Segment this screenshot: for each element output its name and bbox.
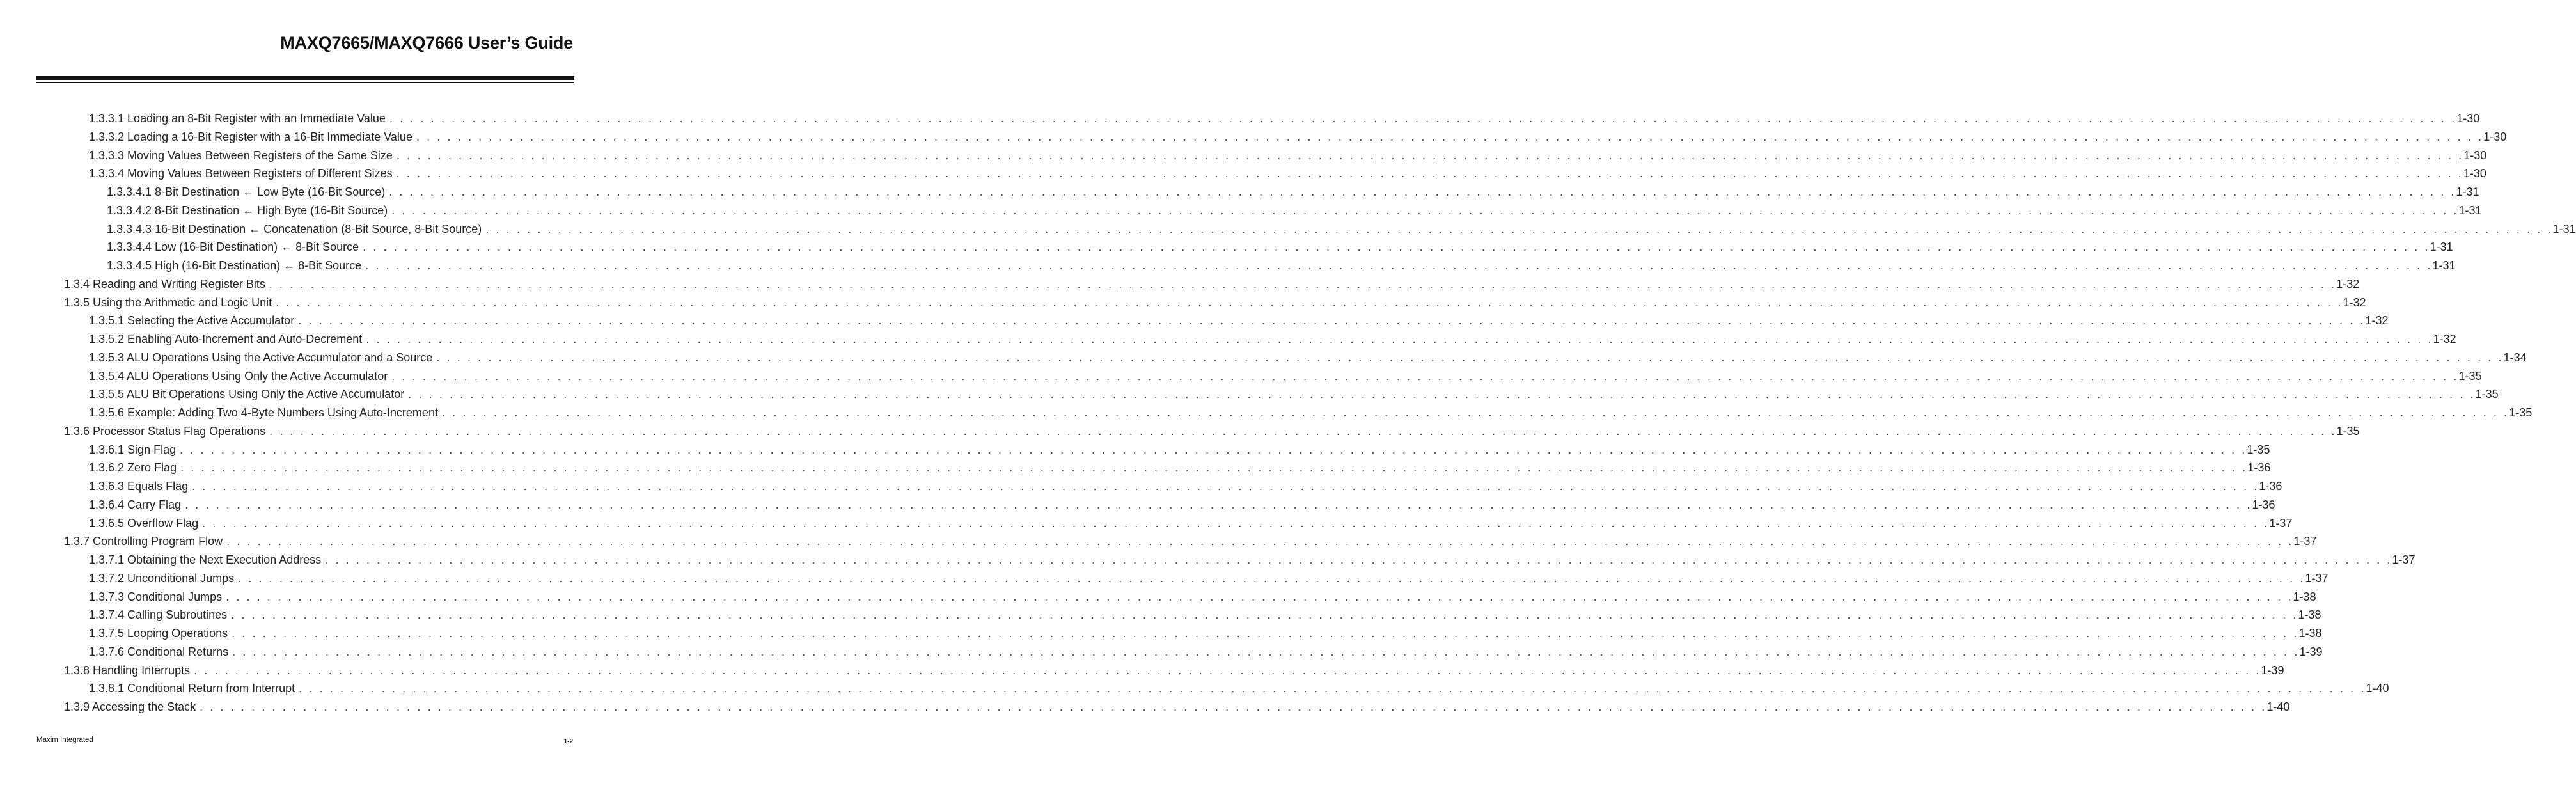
toc-entry[interactable] — [64, 275, 2360, 294]
toc-entry-page: 1-31 — [2430, 241, 2453, 254]
toc-entry[interactable] — [89, 385, 2499, 404]
toc-entry-page: 1-31 — [2432, 259, 2456, 272]
toc-dot-leader: . . . . . . . . . . . . . . . . . . . . . . . . . . . . . . . . . . . . . . . . . . . . . . . . . . . . . . . . . . . . . . . . . . . . . . . . . . . . . . . . . . . . . . . . . . . . . . . . . . . . . . . . . . . . . . . . . . . . . . . . . . . . . . . . . . . . . . . . . . . . . . . . . . . . . . . . . . . . . . . . . . . . . . . . . . . . . . . . . . . . . . . . . . . . . . . . . . . . . . . . — [276, 296, 2343, 309]
toc-dot-leader: . . . . . . . . . . . . . . . . . . . . . . . . . . . . . . . . . . . . . . . . . . . . . . . . . . . . . . . . . . . . . . . . . . . . . . . . . . . . . . . . . . . . . . . . . . . . . . . . . . . . . . . . . . . . . . . . . . . . . . . . . . . . . . . . . . . . . . . . . . . . . . . . . . . . . . . . . . . . . . . . . . . . . . . . . . . . . . . . . . . . . . . . . . . . . . . . . . . . . . . . — [269, 277, 2337, 290]
toc-entry-page: 1-39 — [2299, 645, 2323, 658]
toc-entry-label: 1.3.3.4.5 High (16-Bit Destination) ← 8-Bit Source — [107, 259, 362, 272]
toc-entry[interactable] — [107, 238, 2453, 257]
toc-entry-label: 1.3.3.4.3 16-Bit Destination ← Concatenation (8-Bit Source, 8-Bit Source) — [107, 222, 482, 235]
toc-dot-leader: . . . . . . . . . . . . . . . . . . . . . . . . . . . . . . . . . . . . . . . . . . . . . . . . . . . . . . . . . . . . . . . . . . . . . . . . . . . . . . . . . . . . . . . . . . . . . . . . . . . . . . . . . . . . . . . . . . . . . . . . . . . . . . . . . . . . . . . . . . . . . . . . . . . . . . . . . . . . . . . . . . . . . . . . . . . . . . . . . . . . . . . . . . . . . . . . . . . . . . . . — [436, 351, 2504, 364]
toc-entry-page: 1-31 — [2552, 222, 2576, 235]
toc-entry-page: 1-30 — [2483, 130, 2507, 143]
toc-entry-label: 1.3.5.4 ALU Operations Using Only the Active Accumulator — [89, 369, 388, 383]
toc-dot-leader: . . . . . . . . . . . . . . . . . . . . . . . . . . . . . . . . . . . . . . . . . . . . . . . . . . . . . . . . . . . . . . . . . . . . . . . . . . . . . . . . . . . . . . . . . . . . . . . . . . . . . . . . . . . . . . . . . . . . . . . . . . . . . . . . . . . . . . . . . . . . . . . . . . . . . . . . . . . . . . . . . . . . . . . . . . . . . . . . . . . . . . . . . . . . . . . . . . . . . . . . — [298, 314, 2366, 328]
toc-entry-page: 1-37 — [2305, 571, 2329, 585]
toc-dot-leader: . . . . . . . . . . . . . . . . . . . . . . . . . . . . . . . . . . . . . . . . . . . . . . . . . . . . . . . . . . . . . . . . . . . . . . . . . . . . . . . . . . . . . . . . . . . . . . . . . . . . . . . . . . . . . . . . . . . . . . . . . . . . . . . . . . . . . . . . . . . . . . . . . . . . . . . . . . . . . . . . . . . . . . . . . . . . . . . . . . . . . . . . . . . . . . . . . . . . . . . . — [232, 645, 2300, 658]
toc-entry[interactable] — [89, 496, 2275, 514]
toc-entry[interactable] — [89, 679, 2389, 698]
toc-entry-page: 1-30 — [2463, 148, 2487, 162]
toc-entry[interactable] — [89, 109, 2480, 128]
toc-entry-label: 1.3.6.2 Zero Flag — [89, 461, 177, 475]
toc-entry-page: 1-37 — [2392, 553, 2415, 566]
toc-dot-leader: . . . . . . . . . . . . . . . . . . . . . . . . . . . . . . . . . . . . . . . . . . . . . . . . . . . . . . . . . . . . . . . . . . . . . . . . . . . . . . . . . . . . . . . . . . . . . . . . . . . . . . . . . . . . . . . . . . . . . . . . . . . . . . . . . . . . . . . . . . . . . . . . . . . . . . . . . . . . . . . . . . . . . . . . . . . . . . . . . . . . . . . . . . . . . . . . . . . . . . . . — [389, 186, 2456, 198]
toc-entry-label: 1.3.5.2 Enabling Auto-Increment and Auto-Decrement — [89, 333, 363, 345]
toc-dot-leader: . . . . . . . . . . . . . . . . . . . . . . . . . . . . . . . . . . . . . . . . . . . . . . . . . . . . . . . . . . . . . . . . . . . . . . . . . . . . . . . . . . . . . . . . . . . . . . . . . . . . . . . . . . . . . . . . . . . . . . . . . . . . . . . . . . . . . . . . . . . . . . . . . . . . . . . . . . . . . . . . . . . . . . . . . . . . . . . . . . . . . . . . . . . . . . . . . . . . . . . . — [325, 553, 2392, 566]
toc-dot-leader: . . . . . . . . . . . . . . . . . . . . . . . . . . . . . . . . . . . . . . . . . . . . . . . . . . . . . . . . . . . . . . . . . . . . . . . . . . . . . . . . . . . . . . . . . . . . . . . . . . . . . . . . . . . . . . . . . . . . . . . . . . . . . . . . . . . . . . . . . . . . . . . . . . . . . . . . . . . . . . . . . . . . . . . . . . . . . . . . . . . . . . . . . . . . . . . . . . . . . . . . — [391, 369, 2459, 383]
toc-entry-label: 1.3.5.3 ALU Operations Using the Active Accumulator and a Source — [89, 351, 433, 364]
toc-entry[interactable] — [89, 404, 2533, 422]
toc-entry-page: 1-36 — [2247, 461, 2271, 475]
toc-entry-page: 1-32 — [2336, 277, 2360, 290]
toc-entry-label: 1.3.7.4 Calling Subroutines — [89, 608, 228, 622]
toc-entry-label: 1.3.5 Using the Arithmetic and Logic Unit — [64, 296, 272, 309]
toc-entry-page: 1-35 — [2475, 388, 2499, 401]
toc-entry-page: 1-34 — [2503, 351, 2527, 364]
toc-dot-leader: . . . . . . . . . . . . . . . . . . . . . . . . . . . . . . . . . . . . . . . . . . . . . . . . . . . . . . . . . . . . . . . . . . . . . . . . . . . . . . . . . . . . . . . . . . . . . . . . . . . . . . . . . . . . . . . . . . . . . . . . . . . . . . . . . . . . . . . . . . . . . . . . . . . . . . . . . . . . . . . . . . . . . . . . . . . . . . . . . . . . . . . . . . . . . . . . . . . . . . . . — [226, 535, 2294, 548]
toc-entry-page: 1-37 — [2293, 535, 2317, 548]
toc-dot-leader: . . . . . . . . . . . . . . . . . . . . . . . . . . . . . . . . . . . . . . . . . . . . . . . . . . . . . . . . . . . . . . . . . . . . . . . . . . . . . . . . . . . . . . . . . . . . . . . . . . . . . . . . . . . . . . . . . . . . . . . . . . . . . . . . . . . . . . . . . . . . . . . . . . . . . . . . . . . . . . . . . . . . . . . . . . . . . . . . . . . . . . . . . . . . . . . . . . . . . . . . — [441, 406, 2509, 419]
toc-entry[interactable] — [89, 643, 2323, 661]
toc-entry-page: 1-36 — [2252, 498, 2275, 511]
toc-entry-label: 1.3.7.5 Looping Operations — [89, 627, 228, 640]
toc-dot-leader: . . . . . . . . . . . . . . . . . . . . . . . . . . . . . . . . . . . . . . . . . . . . . . . . . . . . . . . . . . . . . . . . . . . . . . . . . . . . . . . . . . . . . . . . . . . . . . . . . . . . . . . . . . . . . . . . . . . . . . . . . . . . . . . . . . . . . . . . . . . . . . . . . . . . . . . . . . . . . . . . . . . . . . . . . . . . . . . . . . . . . . . . . . . . . . . . . . . . . . . . — [299, 682, 2366, 695]
toc-entry[interactable] — [89, 624, 2322, 643]
toc-entry-label: 1.3.6.1 Sign Flag — [89, 443, 177, 456]
toc-dot-leader: . . . . . . . . . . . . . . . . . . . . . . . . . . . . . . . . . . . . . . . . . . . . . . . . . . . . . . . . . . . . . . . . . . . . . . . . . . . . . . . . . . . . . . . . . . . . . . . . . . . . . . . . . . . . . . . . . . . . . . . . . . . . . . . . . . . . . . . . . . . . . . . . . . . . . . . . . . . . . . . . . . . . . . . . . . . . . . . . . . . . . . . . . . . . . . . . . . . . . . . . — [396, 167, 2463, 180]
toc-entry-page: 1-38 — [2293, 590, 2316, 603]
toc-entry[interactable] — [64, 698, 2290, 716]
toc-entry-label: 1.3.4 Reading and Writing Register Bits — [64, 277, 265, 290]
toc-entry-page: 1-32 — [2343, 296, 2366, 309]
toc-entry-label: 1.3.7 Controlling Program Flow — [64, 535, 223, 548]
toc-dot-leader: . . . . . . . . . . . . . . . . . . . . . . . . . . . . . . . . . . . . . . . . . . . . . . . . . . . . . . . . . . . . . . . . . . . . . . . . . . . . . . . . . . . . . . . . . . . . . . . . . . . . . . . . . . . . . . . . . . . . . . . . . . . . . . . . . . . . . . . . . . . . . . . . . . . . . . . . . . . . . . . . . . . . . . . . . . . . . . . . . . . . . . . . . . . . . . . . . . . . . . . . — [366, 333, 2433, 345]
toc-entry-page: 1-40 — [2266, 700, 2290, 713]
toc-entry-page: 1-39 — [2261, 663, 2284, 677]
toc-entry-label: 1.3.3.4.4 Low (16-Bit Destination) ← 8-Bit Source — [107, 241, 359, 254]
header-rule-thin — [36, 82, 574, 83]
toc-entry[interactable] — [89, 588, 2316, 606]
toc-entry[interactable] — [89, 569, 2329, 588]
toc-entry-label: 1.3.5.5 ALU Bit Operations Using Only the Active Accumulator — [89, 388, 405, 401]
toc-entry-label: 1.3.7.1 Obtaining the Next Execution Address — [89, 553, 322, 566]
toc-entry-label: 1.3.9 Accessing the Stack — [64, 700, 196, 713]
toc-dot-leader: . . . . . . . . . . . . . . . . . . . . . . . . . . . . . . . . . . . . . . . . . . . . . . . . . . . . . . . . . . . . . . . . . . . . . . . . . . . . . . . . . . . . . . . . . . . . . . . . . . . . . . . . . . . . . . . . . . . . . . . . . . . . . . . . . . . . . . . . . . . . . . . . . . . . . . . . . . . . . . . . . . . . . . . . . . . . . . . . . . . . . . . . . . . . . . . . . . . . . . . . — [269, 424, 2337, 438]
toc-entry[interactable] — [89, 367, 2482, 386]
toc-entry-page: 1-37 — [2269, 516, 2293, 530]
toc-entry[interactable] — [64, 294, 2366, 312]
toc-entry-label: 1.3.8.1 Conditional Return from Interrupt — [89, 682, 295, 695]
toc-dot-leader: . . . . . . . . . . . . . . . . . . . . . . . . . . . . . . . . . . . . . . . . . . . . . . . . . . . . . . . . . . . . . . . . . . . . . . . . . . . . . . . . . . . . . . . . . . . . . . . . . . . . . . . . . . . . . . . . . . . . . . . . . . . . . . . . . . . . . . . . . . . . . . . . . . . . . . . . . . . . . . . . . . . . . . . . . . . . . . . . . . . . . . . . . . . . . . . . . . . . . . . . — [408, 388, 2476, 401]
toc-entry-page: 1-30 — [2456, 112, 2480, 125]
toc-dot-leader: . . . . . . . . . . . . . . . . . . . . . . . . . . . . . . . . . . . . . . . . . . . . . . . . . . . . . . . . . . . . . . . . . . . . . . . . . . . . . . . . . . . . . . . . . . . . . . . . . . . . . . . . . . . . . . . . . . . . . . . . . . . . . . . . . . . . . . . . . . . . . . . . . . . . . . . . . . . . . . . . . . . . . . . . . . . . . . . . . . . . . . . . . . . . . . . . . . . . . . . . — [192, 480, 2259, 493]
toc-entry-label: 1.3.7.3 Conditional Jumps — [89, 590, 223, 603]
toc-entry-page: 1-32 — [2365, 314, 2389, 328]
toc-entry-label: 1.3.3.3 Moving Values Between Registers of the Same Size — [89, 148, 393, 162]
toc-entry-label: 1.3.7.6 Conditional Returns — [89, 645, 229, 658]
toc-entry[interactable] — [107, 220, 2576, 239]
toc-dot-leader: . . . . . . . . . . . . . . . . . . . . . . . . . . . . . . . . . . . . . . . . . . . . . . . . . . . . . . . . . . . . . . . . . . . . . . . . . . . . . . . . . . . . . . . . . . . . . . . . . . . . . . . . . . . . . . . . . . . . . . . . . . . . . . . . . . . . . . . . . . . . . . . . . . . . . . . . . . . . . . . . . . . . . . . . . . . . . . . . . . . . . . . . . . . . . . . . . . . . . . . . — [200, 700, 2267, 713]
toc-dot-leader: . . . . . . . . . . . . . . . . . . . . . . . . . . . . . . . . . . . . . . . . . . . . . . . . . . . . . . . . . . . . . . . . . . . . . . . . . . . . . . . . . . . . . . . . . . . . . . . . . . . . . . . . . . . . . . . . . . . . . . . . . . . . . . . . . . . . . . . . . . . . . . . . . . . . . . . . . . . . . . . . . . . . . . . . . . . . . . . . . . . . . . . . . . . . . . . . . . . . . . . . — [226, 590, 2293, 603]
toc-entry-page: 1-38 — [2298, 608, 2321, 622]
toc-entry-page: 1-40 — [2366, 682, 2389, 695]
toc-dot-leader: . . . . . . . . . . . . . . . . . . . . . . . . . . . . . . . . . . . . . . . . . . . . . . . . . . . . . . . . . . . . . . . . . . . . . . . . . . . . . . . . . . . . . . . . . . . . . . . . . . . . . . . . . . . . . . . . . . . . . . . . . . . . . . . . . . . . . . . . . . . . . . . . . . . . . . . . . . . . . . . . . . . . . . . . . . . . . . . . . . . . . . . . . . . . . . . . . . . . . . . . — [180, 443, 2247, 456]
toc-dot-leader: . . . . . . . . . . . . . . . . . . . . . . . . . . . . . . . . . . . . . . . . . . . . . . . . . . . . . . . . . . . . . . . . . . . . . . . . . . . . . . . . . . . . . . . . . . . . . . . . . . . . . . . . . . . . . . . . . . . . . . . . . . . . . . . . . . . . . . . . . . . . . . . . . . . . . . . . . . . . . . . . . . . . . . . . . . . . . . . . . . . . . . . . . . . . . . . . . . . . . . . . — [365, 259, 2433, 272]
toc-entry-label: 1.3.6.3 Equals Flag — [89, 480, 189, 493]
toc-entry[interactable] — [107, 201, 2482, 220]
toc-entry[interactable] — [89, 330, 2456, 349]
toc-dot-leader: . . . . . . . . . . . . . . . . . . . . . . . . . . . . . . . . . . . . . . . . . . . . . . . . . . . . . . . . . . . . . . . . . . . . . . . . . . . . . . . . . . . . . . . . . . . . . . . . . . . . . . . . . . . . . . . . . . . . . . . . . . . . . . . . . . . . . . . . . . . . . . . . . . . . . . . . . . . . . . . . . . . . . . . . . . . . . . . . . . . . . . . . . . . . . . . . . . . . . . . . — [396, 148, 2464, 162]
toc-entry-label: 1.3.5.1 Selecting the Active Accumulator — [89, 314, 295, 328]
toc-entry-page: 1-38 — [2298, 627, 2322, 640]
toc-dot-leader: . . . . . . . . . . . . . . . . . . . . . . . . . . . . . . . . . . . . . . . . . . . . . . . . . . . . . . . . . . . . . . . . . . . . . . . . . . . . . . . . . . . . . . . . . . . . . . . . . . . . . . . . . . . . . . . . . . . . . . . . . . . . . . . . . . . . . . . . . . . . . . . . . . . . . . . . . . . . . . . . . . . . . . . . . . . . . . . . . . . . . . . . . . . . . . . . . . . . . . . . — [485, 222, 2553, 235]
toc-entry[interactable] — [107, 183, 2479, 201]
toc-entry-page: 1-30 — [2463, 167, 2486, 180]
toc-entry-page: 1-36 — [2259, 480, 2282, 493]
toc-entry-label: 1.3.8 Handling Interrupts — [64, 663, 191, 677]
toc-entry[interactable] — [64, 661, 2284, 680]
toc-entry[interactable] — [89, 477, 2282, 496]
toc-entry[interactable] — [89, 551, 2415, 569]
toc-entry-page: 1-35 — [2336, 424, 2360, 438]
toc-dot-leader: . . . . . . . . . . . . . . . . . . . . . . . . . . . . . . . . . . . . . . . . . . . . . . . . . . . . . . . . . . . . . . . . . . . . . . . . . . . . . . . . . . . . . . . . . . . . . . . . . . . . . . . . . . . . . . . . . . . . . . . . . . . . . . . . . . . . . . . . . . . . . . . . . . . . . . . . . . . . . . . . . . . . . . . . . . . . . . . . . . . . . . . . . . . . . . . . . . . . . . . . — [389, 112, 2457, 125]
toc-dot-leader: . . . . . . . . . . . . . . . . . . . . . . . . . . . . . . . . . . . . . . . . . . . . . . . . . . . . . . . . . . . . . . . . . . . . . . . . . . . . . . . . . . . . . . . . . . . . . . . . . . . . . . . . . . . . . . . . . . . . . . . . . . . . . . . . . . . . . . . . . . . . . . . . . . . . . . . . . . . . . . . . . . . . . . . . . . . . . . . . . . . . . . . . . . . . . . . . . . . . . . . . — [194, 663, 2261, 677]
toc-entry[interactable] — [89, 164, 2486, 183]
toc-entry[interactable] — [89, 128, 2507, 146]
toc-entry-page: 1-35 — [2509, 406, 2533, 419]
toc-entry-page: 1-32 — [2433, 333, 2456, 345]
toc-entry[interactable] — [64, 422, 2360, 441]
toc-dot-leader: . . . . . . . . . . . . . . . . . . . . . . . . . . . . . . . . . . . . . . . . . . . . . . . . . . . . . . . . . . . . . . . . . . . . . . . . . . . . . . . . . . . . . . . . . . . . . . . . . . . . . . . . . . . . . . . . . . . . . . . . . . . . . . . . . . . . . . . . . . . . . . . . . . . . . . . . . . . . . . . . . . . . . . . . . . . . . . . . . . . . . . . . . . . . . . . . . . . . . . . . — [416, 130, 2484, 143]
toc-entry-label: 1.3.3.2 Loading a 16-Bit Register with a 16-Bit Immediate Value — [89, 130, 412, 143]
toc-entry-label: 1.3.3.4.1 8-Bit Destination ← Low Byte (16-Bit Source) — [107, 186, 386, 198]
toc-entry-label: 1.3.6 Processor Status Flag Operations — [64, 424, 266, 438]
toc-entry[interactable] — [89, 606, 2321, 624]
toc-entry-label: 1.3.5.6 Example: Adding Two 4-Byte Numbers Using Auto-Increment — [89, 406, 438, 419]
toc-entry-label: 1.3.6.5 Overflow Flag — [89, 516, 199, 530]
toc-entry[interactable] — [89, 349, 2527, 367]
toc-entry-page: 1-31 — [2456, 186, 2479, 198]
toc-entry-label: 1.3.7.2 Unconditional Jumps — [89, 571, 235, 585]
toc-dot-leader: . . . . . . . . . . . . . . . . . . . . . . . . . . . . . . . . . . . . . . . . . . . . . . . . . . . . . . . . . . . . . . . . . . . . . . . . . . . . . . . . . . . . . . . . . . . . . . . . . . . . . . . . . . . . . . . . . . . . . . . . . . . . . . . . . . . . . . . . . . . . . . . . . . . . . . . . . . . . . . . . . . . . . . . . . . . . . . . . . . . . . . . . . . . . . . . . . . . . . . . . — [231, 608, 2298, 622]
toc-dot-leader: . . . . . . . . . . . . . . . . . . . . . . . . . . . . . . . . . . . . . . . . . . . . . . . . . . . . . . . . . . . . . . . . . . . . . . . . . . . . . . . . . . . . . . . . . . . . . . . . . . . . . . . . . . . . . . . . . . . . . . . . . . . . . . . . . . . . . . . . . . . . . . . . . . . . . . . . . . . . . . . . . . . . . . . . . . . . . . . . . . . . . . . . . . . . . . . . . . . . . . . . — [238, 571, 2305, 585]
toc-entry-label: 1.3.3.1 Loading an 8-Bit Register with an Immediate Value — [89, 112, 386, 125]
toc-entry[interactable] — [64, 532, 2317, 551]
header-rule-thick — [36, 76, 574, 80]
toc-entry-label: 1.3.6.4 Carry Flag — [89, 498, 182, 511]
toc-entry-label: 1.3.3.4 Moving Values Between Registers of Different Sizes — [89, 167, 393, 180]
page-title: MAXQ7665/MAXQ7666 User’s Guide — [280, 33, 573, 52]
footer-company: Maxim Integrated — [36, 736, 93, 744]
toc-entry-page: 1-35 — [2247, 443, 2270, 456]
toc-dot-leader: . . . . . . . . . . . . . . . . . . . . . . . . . . . . . . . . . . . . . . . . . . . . . . . . . . . . . . . . . . . . . . . . . . . . . . . . . . . . . . . . . . . . . . . . . . . . . . . . . . . . . . . . . . . . . . . . . . . . . . . . . . . . . . . . . . . . . . . . . . . . . . . . . . . . . . . . . . . . . . . . . . . . . . . . . . . . . . . . . . . . . . . . . . . . . . . . . . . . . . . . — [232, 627, 2299, 640]
toc-entry[interactable] — [107, 257, 2456, 275]
toc-entry[interactable] — [89, 312, 2389, 330]
toc-entry-page: 1-31 — [2458, 203, 2482, 217]
toc-entry[interactable] — [89, 441, 2270, 459]
toc-entry[interactable] — [89, 514, 2293, 533]
toc-entry-label: 1.3.3.4.2 8-Bit Destination ← High Byte (16-Bit Source) — [107, 203, 388, 217]
footer-page-number: 1-2 — [563, 738, 573, 745]
toc-dot-leader: . . . . . . . . . . . . . . . . . . . . . . . . . . . . . . . . . . . . . . . . . . . . . . . . . . . . . . . . . . . . . . . . . . . . . . . . . . . . . . . . . . . . . . . . . . . . . . . . . . . . . . . . . . . . . . . . . . . . . . . . . . . . . . . . . . . . . . . . . . . . . . . . . . . . . . . . . . . . . . . . . . . . . . . . . . . . . . . . . . . . . . . . . . . . . . . . . . . . . . . . — [180, 461, 2248, 475]
toc-entry-page: 1-35 — [2458, 369, 2482, 383]
toc-entry[interactable] — [89, 459, 2271, 477]
toc-entry[interactable] — [89, 146, 2487, 165]
toc-dot-leader: . . . . . . . . . . . . . . . . . . . . . . . . . . . . . . . . . . . . . . . . . . . . . . . . . . . . . . . . . . . . . . . . . . . . . . . . . . . . . . . . . . . . . . . . . . . . . . . . . . . . . . . . . . . . . . . . . . . . . . . . . . . . . . . . . . . . . . . . . . . . . . . . . . . . . . . . . . . . . . . . . . . . . . . . . . . . . . . . . . . . . . . . . . . . . . . . . . . . . . . . — [363, 241, 2430, 254]
toc-dot-leader: . . . . . . . . . . . . . . . . . . . . . . . . . . . . . . . . . . . . . . . . . . . . . . . . . . . . . . . . . . . . . . . . . . . . . . . . . . . . . . . . . . . . . . . . . . . . . . . . . . . . . . . . . . . . . . . . . . . . . . . . . . . . . . . . . . . . . . . . . . . . . . . . . . . . . . . . . . . . . . . . . . . . . . . . . . . . . . . . . . . . . . . . . . . . . . . . . . . . . . . . — [185, 498, 2252, 511]
toc-dot-leader: . . . . . . . . . . . . . . . . . . . . . . . . . . . . . . . . . . . . . . . . . . . . . . . . . . . . . . . . . . . . . . . . . . . . . . . . . . . . . . . . . . . . . . . . . . . . . . . . . . . . . . . . . . . . . . . . . . . . . . . . . . . . . . . . . . . . . . . . . . . . . . . . . . . . . . . . . . . . . . . . . . . . . . . . . . . . . . . . . . . . . . . . . . . . . . . . . . . . . . . . — [391, 203, 2459, 217]
toc-dot-leader: . . . . . . . . . . . . . . . . . . . . . . . . . . . . . . . . . . . . . . . . . . . . . . . . . . . . . . . . . . . . . . . . . . . . . . . . . . . . . . . . . . . . . . . . . . . . . . . . . . . . . . . . . . . . . . . . . . . . . . . . . . . . . . . . . . . . . . . . . . . . . . . . . . . . . . . . . . . . . . . . . . . . . . . . . . . . . . . . . . . . . . . . . . . . . . . . . . . . . . . . — [202, 516, 2270, 530]
